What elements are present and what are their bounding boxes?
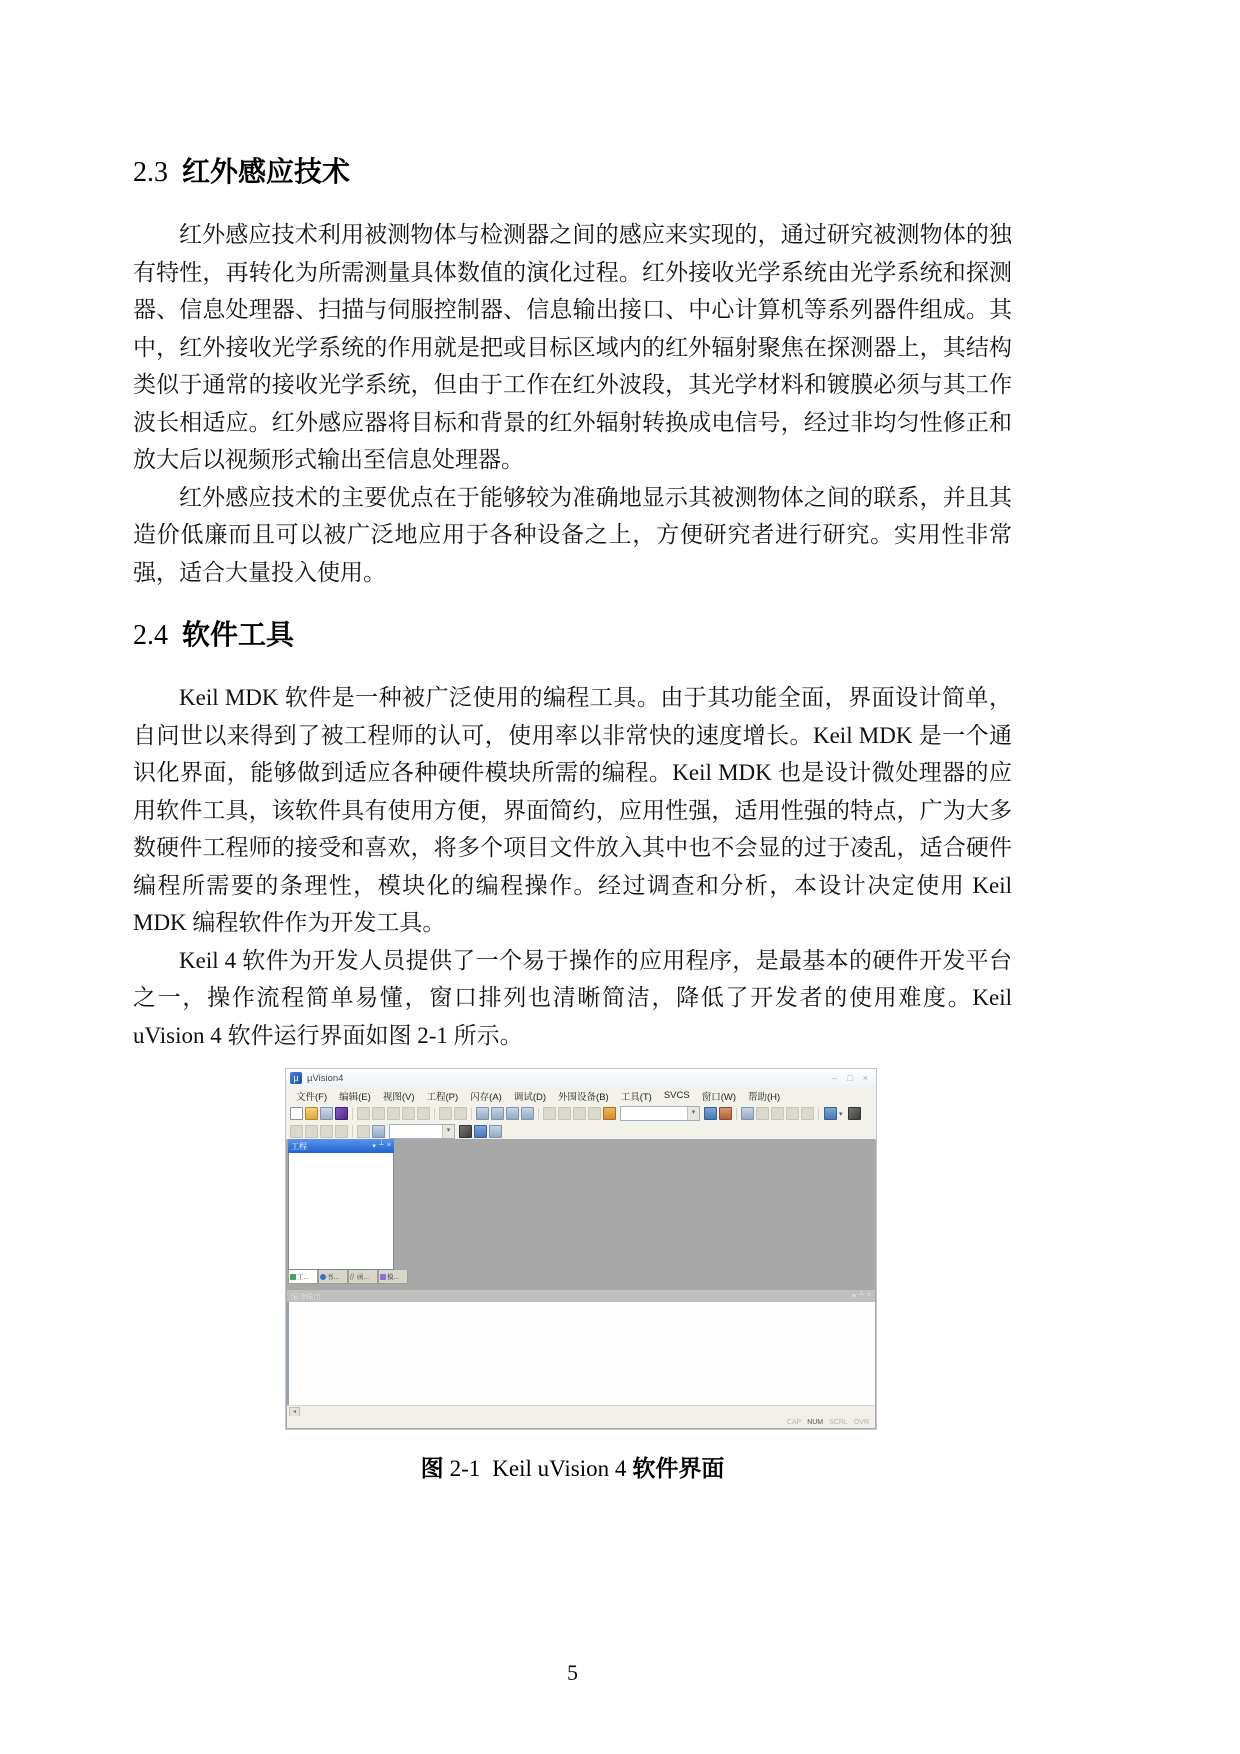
manage-runtime-icon[interactable] [489,1125,502,1138]
save-all-icon[interactable] [335,1107,348,1120]
uvision-app-icon [290,1072,302,1084]
paragraph: 红外感应技术的主要优点在于能够较为准确地显示其被测物体之间的联系，并且其造价低廉而且可以被广泛地应用于各种设备之上，方便研究者进行研究。实用性非常强，适合大量投入使用。 [133,484,1012,585]
window-controls [832,1073,876,1083]
section-title: 软件工具 [182,619,295,650]
build-toolbar [286,1123,876,1140]
manage-components-icon[interactable] [474,1125,487,1138]
prev-bookmark-icon[interactable] [491,1107,504,1120]
configure-wrench-icon[interactable] [848,1107,861,1120]
debug-windows-dropdown[interactable] [823,1107,843,1120]
select-target-combobox[interactable] [389,1124,455,1139]
insert-bookmark-icon[interactable] [476,1107,489,1120]
toolbar-separator [736,1108,737,1120]
section-number: 2.4 [133,620,168,651]
find-in-files-icon[interactable] [603,1107,616,1120]
options-target-icon[interactable] [459,1125,472,1138]
menu-debug[interactable]: 调试(D) [513,1091,547,1103]
caption-name: Keil uVision 4 [492,1456,627,1481]
menu-bar [286,1087,876,1105]
kill-breakpoints-icon[interactable] [801,1107,814,1120]
navigate-forward-icon[interactable] [454,1107,467,1120]
project-panel-controls [372,1142,391,1150]
download-flash-icon[interactable] [372,1125,385,1138]
caption-title: 软件界面 [632,1455,725,1481]
keil-uvision-window [285,1068,877,1430]
tab-books[interactable]: 书... [318,1270,348,1284]
uncomment-icon[interactable] [588,1107,601,1120]
page-number: 5 [567,1660,578,1685]
window-title: µVision4 [307,1072,344,1084]
tab-functions[interactable]: {} 函... [348,1270,378,1284]
chevron-down-icon[interactable]: ▾ [442,1125,454,1138]
project-tree-area[interactable] [288,1153,394,1270]
toolbar-separator [538,1108,539,1120]
build-output-controls [852,1292,871,1300]
find-icon[interactable] [704,1107,717,1120]
translate-icon[interactable] [290,1125,303,1138]
status-bar [287,1416,875,1428]
toolbar-separator [471,1108,472,1120]
tab-project[interactable]: 工... [288,1270,318,1284]
undo-icon[interactable] [402,1107,415,1120]
breakpoint-icon[interactable] [756,1107,769,1120]
chevron-down-icon[interactable]: ▾ [852,1293,856,1300]
paragraph: Keil 4 软件为开发人员提供了一个易于操作的应用程序，是最基本的硬件开发平台之一，操作流程简单易懂，窗口排列也清晰简洁，降低了开发者的使用难度。Keil uVision 4 软件运行界面如图 2-1 所示。 [133,947,1012,1048]
figure-2-1 [285,1068,1012,1430]
project-tab-icon [290,1274,296,1280]
status-cap: CAP [786,1418,802,1426]
debug-windows-dropdown-icon[interactable] [824,1107,837,1120]
menu-edit[interactable]: 编辑(E) [339,1091,371,1103]
cut-icon[interactable] [357,1107,370,1120]
menu-peripherals[interactable]: 外围设备(B) [558,1091,609,1103]
copy-icon[interactable] [372,1107,385,1120]
indent-right-icon[interactable] [558,1107,571,1120]
project-panel-header [288,1139,394,1153]
section-heading-2-3 [133,150,1012,190]
build-output-area[interactable] [287,1302,875,1405]
navigate-back-icon[interactable] [439,1107,452,1120]
find-text-combobox[interactable] [620,1106,700,1121]
project-panel-title: 工程 [291,1141,307,1151]
close-icon[interactable]: × [386,1142,391,1149]
close-button[interactable]: × [862,1073,868,1083]
main-toolbar [286,1104,876,1124]
menu-tools[interactable]: 工具(T) [620,1091,652,1103]
paragraph: 红外感应技术利用被测物体与检测器之间的感应来实现的，通过研究被测物体的独有特性，再转化为所需测量具体数值的演化过程。红外接收光学系统由光学系统和探测器、信息处理器、扫描与伺服控制器、信息输出接口、中心计算机等系列器件组成。其中，红外接收光学系统的作用就是把或目标区域内的红外辐射聚焦在探测器上，其结构类似于通常的接收光学系统，但由于工作在红外波段，其光学材料和镀膜必须与其工作波长相适应。红外感应器将目标和背景的红外辐射转换成电信号，经过非均匀性修正和放大后以视频形式输出至信息处理器。 [133,222,1012,472]
menu-window[interactable]: 窗口(W) [701,1091,737,1103]
new-file-icon[interactable] [290,1107,303,1120]
status-ovr: OVR [853,1418,869,1426]
batch-build-icon[interactable] [335,1125,348,1138]
enable-breakpoint-icon[interactable] [771,1107,784,1120]
build-output-header [287,1290,875,1302]
menu-project[interactable]: 工程(P) [426,1091,459,1103]
rebuild-icon[interactable] [320,1125,333,1138]
pin-icon[interactable]: ┴ [858,1292,864,1299]
pin-icon[interactable]: ┴ [378,1142,384,1149]
toolbar-separator [352,1108,353,1120]
project-panel-tabs [288,1270,399,1284]
chevron-down-icon[interactable]: ▾ [687,1107,699,1120]
caption-label: 图 [420,1455,444,1481]
section-title: 红外感应技术 [182,156,351,187]
clear-bookmarks-icon[interactable] [521,1107,534,1120]
indent-left-icon[interactable] [543,1107,556,1120]
build-icon[interactable] [305,1125,318,1138]
stop-build-icon[interactable] [357,1125,370,1138]
chevron-down-icon[interactable]: ▾ [372,1143,376,1150]
paste-icon[interactable] [387,1107,400,1120]
open-file-icon[interactable] [305,1107,318,1120]
close-icon[interactable]: × [866,1292,871,1299]
paragraph: Keil MDK 软件是一种被广泛使用的编程工具。由于其功能全面，界面设计简单，自问世以来得到了被工程师的认可，使用率以非常快的速度增长。Keil MDK 是一个通识化界面，能够做到适应各种硬件模块所需的编程。Keil MDK 也是设计微处理器的应用软件工具，该软件具有使用方便，界面简约，应用性强，适用性强的特点，广为大多数硬件工程师的接受和喜欢，将多个项目文件放入其中也不会显的过于凌乱，适合硬件编程所需要的条理性，模块化的编程操作。经过调查和分析，本设计决定使用 Keil MDK 编程软件作为开发工具。 [133,685,1012,935]
disable-breakpoint-icon[interactable] [786,1107,799,1120]
menu-flash[interactable]: 闪存(A) [470,1091,502,1103]
comment-icon[interactable] [573,1107,586,1120]
chevron-down-icon: ▾ [839,1110,843,1118]
functions-tab-icon: {} [350,1273,355,1280]
project-panel [288,1139,399,1284]
minimize-button[interactable]: – [832,1073,838,1083]
toolbar-separator [352,1125,353,1137]
save-icon[interactable] [320,1107,333,1120]
status-scrl: SCRL [829,1418,848,1426]
toolbar-separator [818,1108,819,1120]
section-number: 2.3 [133,157,168,188]
build-output-title: 编译输出 [291,1291,321,1301]
maximize-button[interactable]: □ [847,1073,853,1083]
menu-file[interactable]: 文件(F) [296,1091,328,1103]
menu-help[interactable]: 帮助(H) [748,1091,781,1103]
templates-tab-icon [380,1274,386,1280]
redo-icon[interactable] [417,1107,430,1120]
section-heading-2-4 [133,613,1012,653]
menu-svcs[interactable]: SVCS [663,1090,690,1101]
menu-view[interactable]: 视图(V) [382,1091,415,1103]
window-titlebar [286,1069,876,1088]
incremental-find-icon[interactable] [719,1107,732,1120]
figure-caption [133,1450,1012,1483]
horizontal-scrollbar[interactable] [287,1405,875,1416]
zoom-icon[interactable] [741,1107,754,1120]
toolbar-separator [434,1108,435,1120]
page-content [133,150,1012,1483]
status-num: NUM [807,1418,824,1426]
tab-templates[interactable]: 模... [378,1270,408,1284]
caption-number: 2-1 [449,1456,481,1481]
books-tab-icon [320,1274,326,1280]
next-bookmark-icon[interactable] [506,1107,519,1120]
scroll-left-arrow-icon[interactable]: ◂ [289,1407,300,1417]
